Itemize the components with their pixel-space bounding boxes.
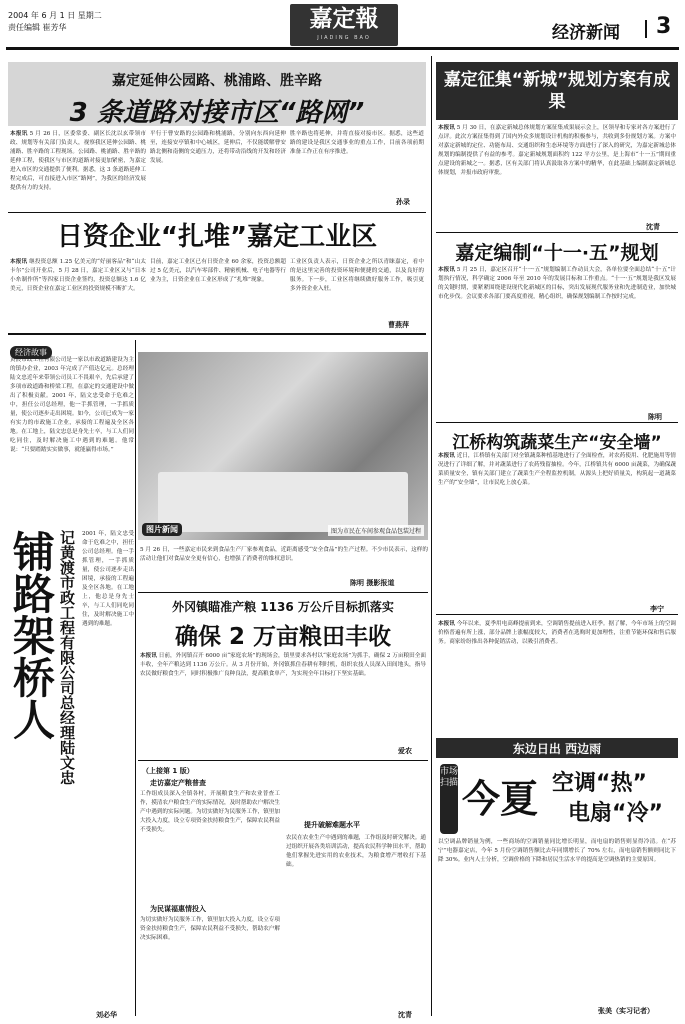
road-col1 xyxy=(10,130,146,198)
photo-byline: 陈明 摄影报道 xyxy=(350,579,395,587)
road-headline: 3 条道路对接市区“路网” xyxy=(69,98,365,128)
road-builder-body-top: 黄渡市政工程有限公司是一家以市政道路建设为主的镇办企业，2003 年完成了产值达亿元。总经理陆文忠近年来带领公司员工不畏艰辛，先后承建了多项市政道路和桥梁工程，在嘉定的交通建设中做出了积极贡献。2001 年，陆文忠受命于危难之中，担任公司总经理，他一手抓管理，一手抓质量，使公司逐步走出困境。如今，公司已成为一家有实力的市政施工企业，承接的工程遍及全区各地。在工地上，陆文忠总是身先士卒，与工人们同吃同住，及时解决施工中遇到的难题。他常说：“只要踏踏实实做事，就能赢得市场。” xyxy=(10,357,134,453)
photo-news-label: 图片新闻 xyxy=(142,523,182,536)
plan-body xyxy=(438,266,676,414)
plan-byline: 陈明 xyxy=(648,413,662,421)
cont-sub1: 走访嘉定产粮普查 xyxy=(150,779,206,787)
cont-sub3: 提升破解难题水平 xyxy=(304,821,360,829)
market-byline: 张美（实习记者） xyxy=(598,1007,654,1015)
road-lead: 本报讯 xyxy=(10,131,28,137)
road-col3: 胜辛路也将延伸，并将直接对接市区。据悉，这些道路的建设是我区交通事业的重点工作，目前各项前期准备工作正在有序推进。 xyxy=(290,131,424,155)
grain-headline: 确保 2 万亩粮田丰收 xyxy=(174,624,392,650)
summer-headline: 今夏 xyxy=(462,776,539,821)
road-byline: 孙录 xyxy=(396,198,410,206)
grain-lead: 本报讯 xyxy=(140,653,157,659)
road-text-1: 5 月 26 日，区委常委、副区长沈以玄带领市政、规划等有关部门负责人，视察我区延伸公园路、桃浦路、胜辛路的工程现场。公园路、桃浦路、胜辛路的延伸工程，使我区与市区的道路对接更加紧密，为嘉定进入市区的交通提供了便利。据悉，这 3 条道路延伸工程完成后，可直接进入市区“路网”，为我区的经济发展提供有力的支持。 xyxy=(10,131,146,191)
road-col2: 平行于曹安路的公园路和桃浦路，分别向东西向延伸至，连接安亭镇和中心城区，延伸后，不仅能缓解曹安路北侧和南侧的交通压力，还将带动沿线的开发和经济发展。 xyxy=(150,131,286,164)
road-builder-body-bottom: 2001 年，陆文忠受命于危难之中，担任公司总经理。他一手抓管理，一手抓质量，使公司逐步走出困境，承接的工程遍及全区各地。在工地上，他总是身先士卒，与工人们同吃同住，及时解决施工中遇到的难题。 xyxy=(82,531,134,627)
newtown-text: 5 月 30 日，在嘉定新城总体规划方案征集成果展示会上，区领导和专家对各方案进行了点评。此次方案征集得到了国内外众多规划设计机构的积极参与，共收到多份规划方案。方案中对嘉定新城的定位、功能布局、交通组织和生态环境等方面进行了深入的研究，为嘉定新城总体规划的编制提供了有益的参考。嘉定新城规划面积约 122 平方公里，是上海市“十一五”期间重点建设的新城之一。据悉，区有关部门将认真汲取各方案中的精华，在此基础上编制嘉定新城总体规划，并报市政府审批。 xyxy=(438,125,676,176)
road-builder-subhead: 记黄渡市政工程有限公司总经理陆文忠 xyxy=(58,530,76,785)
ac-top-rule xyxy=(436,614,678,615)
grain-body xyxy=(140,652,426,748)
veg-lead: 本报讯 xyxy=(438,453,455,459)
newtown-byline: 沈青 xyxy=(646,223,660,231)
jp-byline: 曹燕萍 xyxy=(388,321,409,329)
cont-sub2: 为民谋福惠情投入 xyxy=(150,905,206,913)
logo-text: 嘉定報 xyxy=(309,5,379,32)
newtown-lead: 本报讯 xyxy=(438,125,455,131)
road-builder-headline: 铺路架桥人 xyxy=(7,530,56,740)
jp-col1 xyxy=(10,258,146,328)
plan-headline: 嘉定编制“十一·五”规划 xyxy=(455,242,659,264)
weather-banner-text: 东边日出 西边雨 xyxy=(512,741,602,756)
newspaper-logo xyxy=(290,4,398,46)
plan-top-rule xyxy=(436,232,678,233)
grain-text: 日前，外冈镇召开 6000 亩“家庭农场”的现场会，镇里要求各村以“家庭农场”为抓手，确保 2 万亩粮田全面丰收，全年产粮达到 1136 万公斤。从 3 月份开始，外冈镇抓住春耕有利时机，组织农技人员深入田间地头，指导农民做好粮食生产，同时积极推广良种良法，提高粮食单产，为实现全年目标打下坚实基础。 xyxy=(140,653,426,677)
jp-col2: 目前，嘉定工业区已有日资企业 60 余家，投资总额超过 5 亿美元，以汽车零部件、精密机械、电子电器等行业为主，日资企业在工业区形成了“扎堆”现象。 xyxy=(150,259,286,283)
col-divider-right xyxy=(431,56,432,1016)
ac-hot-headline: 空调“热” xyxy=(552,771,647,796)
cont-label: （上接第 1 版） xyxy=(142,767,194,775)
cont-col1b: 为切实做好为民服务工作，镇里加大投入力度，设立专项资金扶持粮食生产，保障农民利益不受损失，帮助农户解决实际困难。 xyxy=(140,917,280,941)
plan-lead: 本报讯 xyxy=(438,267,456,273)
veg-top-rule xyxy=(436,422,678,423)
newtown-banner xyxy=(436,62,678,120)
road-builder-byline: 刘必华 xyxy=(96,1011,117,1019)
editor-credit: 责任编辑 崔芳华 xyxy=(8,23,67,32)
plan-text: 5 月 25 日，嘉定区召开“十一·五”规划编制工作动员大会，各单位要全面总结“十·五”计划执行情况，科学确定 2006 年至 2010 年的发展目标和工作重点。“十一·五”规划是我区发展的关键时期，要紧紧围绕建设现代化新城区的目标，突出发展现代服务业和先进制造业，加快城市化步伐。会议要求各部门要高度重视，精心组织，确保规划编制工作按时完成。 xyxy=(438,267,676,300)
veg-headline: 江桥构筑蔬菜生产“安全墙” xyxy=(452,433,662,453)
fan-cold-headline: 电扇“冷” xyxy=(568,801,663,826)
page-number: 3 xyxy=(656,14,672,39)
issue-date: 2004 年 6 月 1 日 星期二 xyxy=(8,11,102,20)
ac-text: 今年以来，夏季用电高峰提前到来，空调销售提前进入旺季。据了解，今年市场上的空调价格普遍有所上涨，部分品牌上涨幅度较大，消费者在选购时更加理性，注重节能环保和售后服务。商家纷纷推出各种促销活动，以吸引消费者。 xyxy=(438,621,676,645)
section-divider xyxy=(645,20,647,38)
jp-bottom-rule xyxy=(8,333,426,335)
masthead-rule xyxy=(6,47,679,50)
cont-col1: 工作组成员深入全镇各村，开展粮食生产和农业普查工作，摸清农户粮食生产的实际情况，及时帮助农户解决生产中遇到的实际问题。为切实做好为民服务工作，镇里加大投入力度，设立专项资金扶持粮食生产，保障农民利益不受损失。 xyxy=(140,791,280,833)
market-scan-tag: 市场扫描 xyxy=(440,764,458,834)
jp-lead: 本报讯 xyxy=(10,259,28,265)
grain-byline: 爱农 xyxy=(398,747,412,755)
jp-text-1: 继投资总额 1.25 亿美元的“好丽客品”和“山太卡尔”公司开业后，5 月 28 日，嘉定工业区又与“日本小糸制作所”等四家日资企业签约，投资总额达 1.6 亿美元，日资企业在嘉定工业区的投资规模不断扩大。 xyxy=(10,259,146,292)
newtown-headline: 嘉定征集“新城”规划方案有成果 xyxy=(443,70,671,112)
weather-banner xyxy=(436,738,678,758)
veg-byline: 李宁 xyxy=(650,605,664,613)
ac-body xyxy=(438,620,676,730)
jp-top-rule xyxy=(8,212,426,213)
newtown-body xyxy=(438,124,676,222)
section-title: 经济新闻 xyxy=(552,23,620,43)
logo-subtext: JIADING BAO xyxy=(317,35,371,41)
photo-table xyxy=(158,472,408,532)
food-factory-photo xyxy=(138,352,428,540)
veg-body xyxy=(438,452,676,604)
col-divider-left xyxy=(135,340,136,1016)
jp-col3: 工业区负责人表示，日资企业之所以青睐嘉定，看中的是这里完善的投资环境和便捷的交通，以及良好的服务。下一步，工业区将继续做好服务工作，吸引更多外资企业入驻。 xyxy=(290,259,424,292)
ac-lead: 本报讯 xyxy=(438,621,455,627)
cont-byline: 沈青 xyxy=(398,1011,412,1019)
market-body: 以空调品牌销量为例，一些商场的空调销量同比增长明显，而电扇的销售则显得冷清。在“苏宁”电器嘉定店，今年 5 月份空调销售额比去年同期增长了 70% 左右，而电扇销售额则同比下降 30%。业内人士分析，空调价格的下降和居民生活水平的提高是空调热销的主要原因。 xyxy=(438,839,676,863)
photo-text: 5 月 26 日，一些嘉定市民来到食品生产厂家参观食品，近距离感受“安全食品”的生产过程。不少市民表示，这样的活动让他们对食品安全更有信心，也增强了消费者的维权意识。 xyxy=(140,547,428,562)
veg-text: 近日，江桥镇有关部门对全镇蔬菜种植基地进行了全面检查，对农药使用、化肥施用等情况进行了详细了解，并对蔬菜进行了农药残留抽检。今年，江桥镇共有 6000 亩蔬菜，为确保蔬菜质量安全，镇有关部门建立了蔬菜生产全程监控机制，从源头上把好质量关，构筑起一道蔬菜生产的“安全墙”，让市民吃上放心菜。 xyxy=(438,453,676,486)
cont-top-rule xyxy=(138,760,428,761)
grain-kicker: 外冈镇瞄准产粮 1136 万公斤目标抓落实 xyxy=(172,600,394,614)
road-kicker: 嘉定延伸公园路、桃浦路、胜辛路 xyxy=(112,73,322,89)
jp-headline: 日资企业“扎堆”嘉定工业区 xyxy=(56,222,378,252)
cont-col2: 农民在农业生产中遇到的难题，工作组及时研究解决。通过组织开展各类培训活动，提高农民科学种田水平，帮助他们掌握先进实用的农业技术，为粮食增产增收打下基础。 xyxy=(286,835,426,868)
economic-story-label: 经济故事 xyxy=(10,346,52,359)
grain-top-rule xyxy=(138,592,428,593)
photo-caption: 图为市民在车间参观食品包装过程 xyxy=(328,525,424,536)
